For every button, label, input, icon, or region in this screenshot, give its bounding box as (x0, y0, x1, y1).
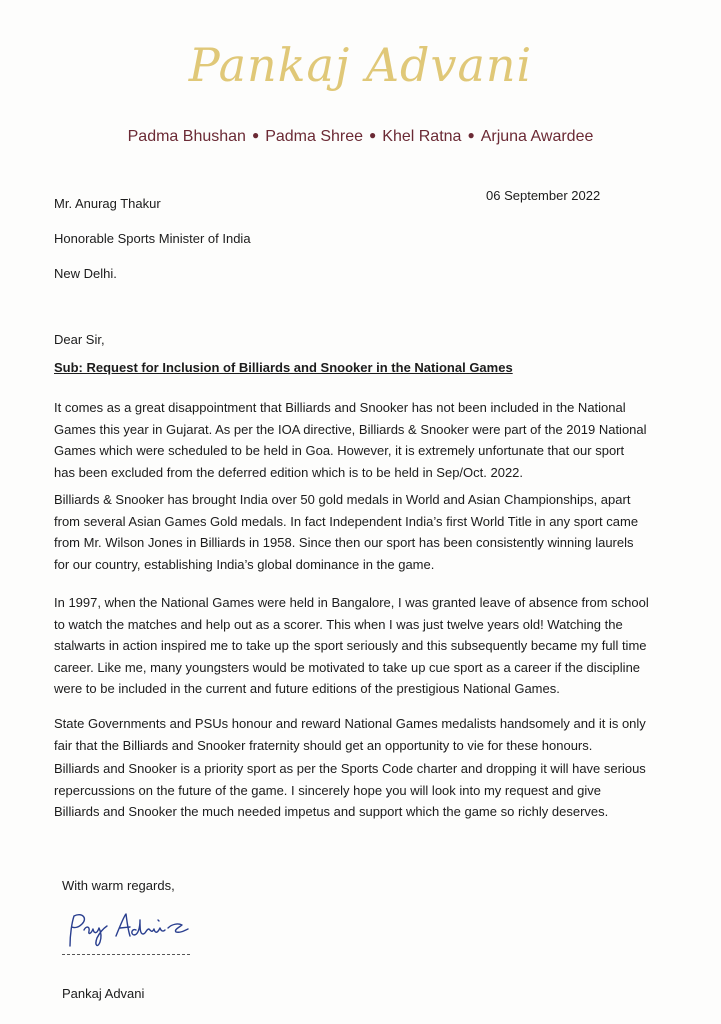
paragraph-line: for our country, establishing India’s global dominance in the game. (54, 556, 435, 572)
recipient-city: New Delhi. (54, 266, 117, 281)
paragraph-4 (54, 713, 694, 756)
paragraph-line: career. Like me, many youngsters would be motivated to take up cue sport as a career if the discipline (54, 659, 641, 675)
paragraph-line: to watch the matches and help out as a scorer. This when I was just twelve years old! Watching the (54, 616, 623, 632)
letter-date: 06 September 2022 (486, 188, 601, 203)
paragraph-line: from several Asian Games Gold medals. In fact Independent India’s first World Title in any sport came (54, 513, 639, 529)
award-padma-shree: Padma Shree (265, 128, 364, 145)
letterhead-logo: Pankaj Advani (188, 38, 533, 92)
handwritten-signature (64, 908, 194, 952)
paragraph-line: stalwarts in action inspired me to take up the sport seriously and this subsequently became my full time (54, 638, 647, 653)
paragraph-line: It comes as a great disappointment that Billiards and Snooker has not been included in the National (54, 400, 626, 415)
awards-line (0, 128, 721, 146)
award-padma-bhushan: Padma Bhushan (127, 128, 246, 145)
award-arjuna: Arjuna Awardee (480, 128, 594, 145)
subject-line: Sub: Request for Inclusion of Billiards and Snooker in the National Games (54, 360, 513, 375)
paragraph-line: Billiards and Snooker is a priority sport as per the Sports Code charter and dropping it will have serious (54, 761, 646, 776)
closing: With warm regards, (62, 878, 175, 893)
bullet-separator: ● (467, 128, 475, 142)
paragraph-line: fair that the Billiards and Snooker fraternity should get an opportunity to vie for these honours. (54, 737, 593, 753)
paragraph-2 (54, 489, 694, 575)
paragraph-1 (54, 397, 694, 483)
paragraph-line: Billiards and Snooker the much needed impetus and support which the game so richly deserves. (54, 804, 609, 819)
signer-name: Pankaj Advani (62, 986, 145, 1001)
bullet-separator: ● (251, 128, 260, 142)
paragraph-5 (54, 758, 694, 823)
paragraph-line: State Governments and PSUs honour and reward National Games medalists handsomely and it is only (54, 716, 646, 731)
paragraph-3 (54, 592, 694, 700)
paragraph-line: In 1997, when the National Games were held in Bangalore, I was granted leave of absence from school (54, 595, 649, 610)
award-khel-ratna: Khel Ratna (382, 128, 462, 145)
paragraph-line: Billiards & Snooker has brought India over 50 gold medals in World and Asian Championships, apart (54, 492, 631, 507)
paragraph-line: repercussions on the future of the game. I sincerely hope you will look into my request and give (54, 782, 602, 798)
paragraph-line: were to be included in the current and future editions of the prestigious National Games. (54, 681, 560, 696)
paragraph-line: from Mr. Wilson Jones in Billiards in 1958. Since then our sport has been consistently winning laurels (54, 535, 634, 550)
salutation: Dear Sir, (54, 332, 105, 347)
paragraph-line: Games this year in Gujarat. As per the IOA directive, Billiards & Snooker were part of the 2019 National (54, 421, 647, 437)
bullet-separator: ● (369, 128, 377, 142)
recipient-title: Honorable Sports Minister of India (54, 231, 251, 246)
paragraph-line: Games which were scheduled to be held in Goa. However, it is extremely unfortunate that our sport (54, 443, 625, 458)
paragraph-line: has been excluded from the deferred edition which is to be held in Sep/Oct. 2022. (54, 464, 524, 480)
recipient-name: Mr. Anurag Thakur (54, 196, 161, 211)
signature-line (62, 954, 190, 955)
